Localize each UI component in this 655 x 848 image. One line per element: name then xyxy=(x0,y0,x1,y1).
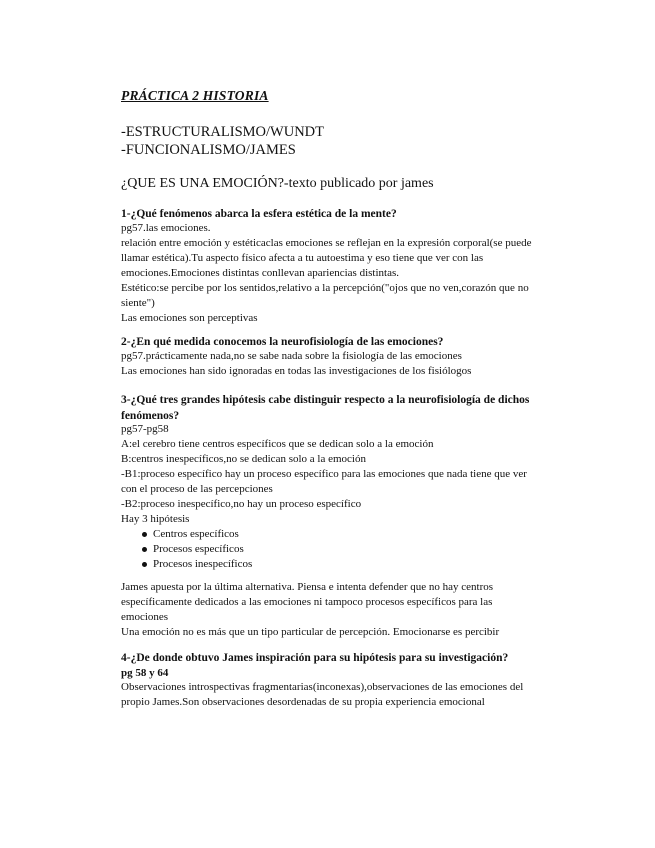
answer-3-conclusion xyxy=(121,580,521,640)
answer-3-line: -B2:proceso inespecífico,no hay un proceso específico xyxy=(121,498,362,510)
answer-2-line: pg57.prácticamente nada,no se sabe nada sobre la fisiología de las emociones xyxy=(121,350,462,362)
question-4-page-ref: pg 58 y 64 xyxy=(121,667,169,679)
answer-3-line: Hay 3 hipótesis xyxy=(121,513,190,525)
answer-3-line: B:centros inespecíficos,no se dedican solo a la emoción xyxy=(121,453,366,465)
answer-1-line: relación entre emoción y estéticaclas emociones se reflejan en la expresión corporal(se puede xyxy=(121,237,532,249)
answer-3-line: con el proceso de las percepciones xyxy=(121,483,273,495)
answer-3 xyxy=(121,422,527,527)
question-1: 1-¿Qué fenómenos abarca la esfera estética de la mente? xyxy=(121,208,397,220)
subtitle-structuralism: -ESTRUCTURALISMO/WUNDT xyxy=(121,124,324,140)
answer-1-line: llamar estética).Tu aspecto físico afecta a tu autoestima y eso tiene que ver con las xyxy=(121,252,484,264)
answer-4 xyxy=(121,680,524,710)
answer-1-line: emociones.Emociones distintas conllevan apariencias distintas. xyxy=(121,267,399,279)
question-3: 3-¿Qué tres grandes hipótesis cabe distinguir respecto a la neurofisiología de dichos fenómenos? xyxy=(121,394,530,422)
answer-1 xyxy=(121,221,532,326)
answer-1-line: siente") xyxy=(121,297,155,309)
answer-1-line: Estético:se percibe por los sentidos,relativo a la percepción("ojos que no ven,corazón que no xyxy=(121,282,529,294)
question-2: 2-¿En qué medida conocemos la neurofisiología de las emociones? xyxy=(121,336,444,348)
answer-3-line: pg57-pg58 xyxy=(121,423,169,435)
list-item: Procesos específicos xyxy=(121,542,252,557)
answer-2-line: Las emociones han sido ignoradas en todas las investigaciones de los fisiólogos xyxy=(121,365,472,377)
answer-3-line: -B1:proceso específico hay un proceso específico para las emociones que nada tiene que ver xyxy=(121,468,527,480)
document-title: PRÁCTICA 2 HISTORIA xyxy=(121,88,269,103)
answer-2 xyxy=(121,349,521,379)
question-4: 4-¿De donde obtuvo James inspiración para su hipótesis para su investigación? xyxy=(121,652,509,664)
subtitle-functionalism: -FUNCIONALISMO/JAMES xyxy=(121,142,296,158)
conclusion-line: James apuesta por la última alternativa. Piensa e intenta defender que no hay centros xyxy=(121,581,494,593)
list-item: Procesos inespecíficos xyxy=(121,557,252,572)
hypothesis-list xyxy=(121,527,252,572)
answer-1-line: pg57.las emociones. xyxy=(121,222,211,234)
answer-3-line: A:el cerebro tiene centros específicos que se dedican solo a la emoción xyxy=(121,438,434,450)
list-item: Centros específicos xyxy=(121,527,252,542)
answer-4-line: Observaciones introspectivas fragmentarias(inconexas),observaciones de las emociones del xyxy=(121,681,524,693)
conclusion-line: específicamente dedicados a las emociones ni tampoco procesos específicos para las xyxy=(121,596,493,608)
answer-1-line: Las emociones son perceptivas xyxy=(121,312,258,324)
main-heading: ¿QUE ES UNA EMOCIÓN?-texto publicado por james xyxy=(121,176,434,191)
answer-4-line: propio James.Son observaciones desordenadas de su propia experiencia emocional xyxy=(121,696,485,708)
conclusion-line: Una emoción no es más que un tipo particular de percepción. Emocionarse es percibir xyxy=(121,626,500,638)
conclusion-line: emociones xyxy=(121,611,169,623)
